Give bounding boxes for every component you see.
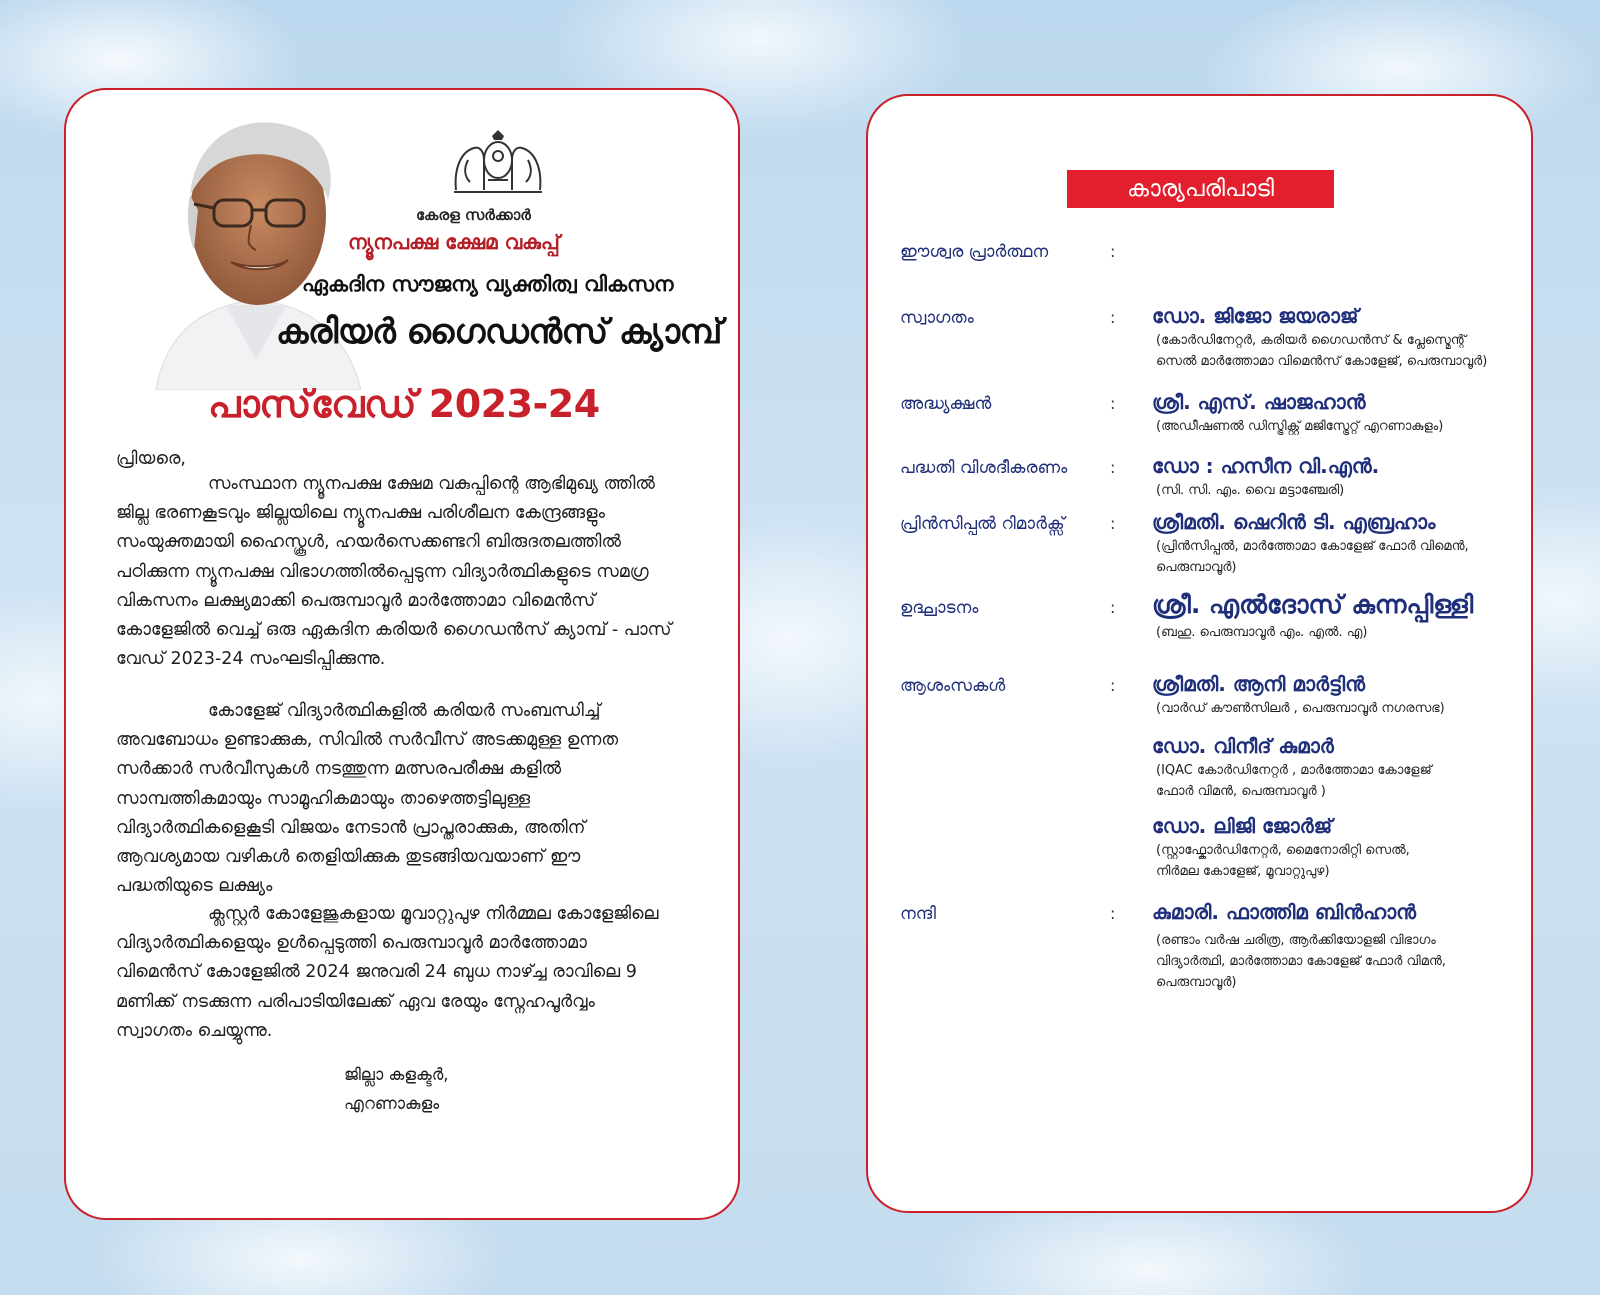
letter-paragraph-1: സംസ്ഥാന ന്യൂനപക്ഷ ക്ഷേമ വകുപ്പിന്റെ ആഭിമുഖ്യ ത്തിൽ ജില്ല ഭരണകൂടവും ജില്ലയിലെ ന്യൂനപക്ഷ പരിശീലന കേന്ദ്രങ്ങളും സംയുക്തമായി ഹൈസ്കൂൾ, ഹയർസെക്കണ്ടറി ബിരുദതലത്തിൽ പഠിക്കുന്ന ന്യൂനപക്ഷ വിഭാഗത്തിൽപ്പെടുന്ന വിദ്യാർത്ഥികളുടെ സമഗ്ര വികസനം ലക്ഷ്യമാക്കി പെരുമ്പാവൂർ മാർത്തോമാ വിമെൻസ് കോളേജിൽ വെച്ച് ഒരു ഏകദിന കരിയർ ഗൈഡൻസ് ക്യാമ്പ് - പാസ് വേഡ് 2023-24 സംഘടിപ്പിക്കുന്നു. [116, 474, 672, 670]
programme-colon: : [1110, 598, 1116, 617]
department-name: ന്യൂനപക്ഷ ക്ഷേമ വകുപ്പ് [348, 230, 560, 254]
programme-person: കുമാരി. ഫാത്തിമ ബിൻഹാൻ [1152, 900, 1417, 924]
programme-person: ഡോ. വിനീദ് കുമാർ [1152, 734, 1334, 758]
event-name: പാസ്‌വേഡ് 2023-24 [208, 382, 600, 426]
signatory-place: എറണാകുളം [344, 1094, 440, 1113]
camp-title: കരിയർ ഗൈഡൻസ് ക്യാമ്പ് [276, 312, 722, 352]
letter-paragraph-2: കോളേജ് വിദ്യാർത്ഥികളിൽ കരിയർ സംബന്ധിച്ച് അവബോധം ഉണ്ടാക്കുക, സിവിൽ സർവീസ് അടക്കമുള്ള ഉന്നത സർക്കാർ സർവീസുകൾ നടത്തുന്ന മത്സരപരീക്ഷ കളിൽ സാമ്പത്തികമായും സാമൂഹികമായും താഴെത്തട്ടിലുള്ള വിദ്യാർത്ഥികളെകൂടി വിജയം നേടാൻ പ്രാപ്തരാക്കുക, അതിന് ആവശ്യമായ വഴികൾ തെളിയിക്കുക തുടങ്ങിയവയാണ് ഈ പദ്ധതിയുടെ ലക്ഷ്യം [116, 701, 619, 897]
programme-designation: (വാർഡ് കൗൺസിലർ , പെരുമ്പാവൂർ നഗരസഭ) [1156, 701, 1445, 716]
programme-designation: (ബഹു. പെരുമ്പാവൂർ എം. എൽ. എ) [1156, 625, 1368, 640]
programme-heading: കാര്യപരിപാടി [1067, 170, 1334, 208]
programme-designation: വിദ്യാർത്ഥി, മാർത്തോമാ കോളേജ് ഫോർ വിമൻ, [1156, 954, 1446, 969]
programme-designation: സെൽ മാർത്തോമാ വിമെൻസ് കോളേജ്, പെരുമ്പാവൂർ) [1156, 354, 1488, 369]
kerala-emblem-icon [446, 130, 550, 198]
programme-designation: (അഡീഷണൽ ഡിസ്ട്രിക്റ്റ് മജിസ്ട്രേറ്റ് എറണാകുളം) [1156, 419, 1444, 434]
programme-colon: : [1110, 676, 1116, 695]
programme-designation: (സി. സി. എം. വൈ മട്ടാഞ്ചേരി) [1156, 483, 1345, 498]
salutation: പ്രിയരെ, [116, 449, 186, 469]
programme-designation: (രണ്ടാം വർഷ ചരിത്ര, ആർക്കിയോളജി വിഭാഗം [1156, 933, 1436, 948]
programme-person: ഡോ. ജിജോ ജയരാജ് [1152, 304, 1359, 328]
programme-colon: : [1110, 904, 1116, 923]
programme-person: ശ്രീമതി. ആനി മാർട്ടിൻ [1152, 672, 1365, 696]
invitation-card [64, 88, 740, 1220]
programme-colon: : [1110, 458, 1116, 477]
programme-designation: ഫോർ വിമൻ, പെരുമ്പാവൂർ ) [1156, 784, 1326, 799]
programme-person: ഡോ. ലിജി ജോർജ് [1152, 814, 1333, 838]
programme-role: പ്രിൻസിപ്പൽ റിമാർക്സ് [900, 514, 1065, 534]
programme-designation: (സ്റ്റാഫ്കോർഡിനേറ്റർ, മൈനോരിറ്റി സെൽ, [1156, 843, 1410, 858]
programme-designation: പെരുമ്പാവൂർ) [1156, 560, 1237, 575]
programme-person: ഡോ : ഹസീന വി.എൻ. [1152, 454, 1380, 478]
programme-role: ആശംസകൾ [900, 676, 1006, 696]
programme-person: ശ്രീ. എസ്. ഷാജഹാൻ [1152, 390, 1366, 414]
letter-paragraph-3: ക്ലസ്റ്റർ കോളേജുകളായ മൂവാറ്റുപുഴ നിർമ്മല കോളേജിലെ വിദ്യാർത്ഥികളെയും ഉൾപ്പെടുത്തി പെരുമ്പാവൂർ മാർത്തോമാ വിമെൻസ് കോളേജിൽ 2024 ജനുവരി 24 ബുധ നാഴ്ച്ച രാവിലെ 9 മണിക്ക് നടക്കുന്ന പരിപാടിയിലേക്ക് ഏവ രേയും സ്നേഹപൂർവ്വം സ്വാഗതം ചെയ്യുന്നു. [116, 904, 659, 1041]
programme-colon: : [1110, 394, 1116, 413]
programme-designation: (പ്രിൻസിപ്പൽ, മാർത്തോമാ കോളേജ് ഫോർ വിമെൻ, [1156, 539, 1469, 554]
programme-designation: (IQAC കോർഡിനേറ്റർ , മാർത്തോമാ കോളേജ് [1156, 763, 1432, 778]
government-name: കേരള സർക്കാർ [416, 206, 531, 224]
camp-subtitle: ഏകദിന സൗജന്യ വ്യക്തിത്വ വികസന [302, 272, 674, 296]
programme-colon: : [1110, 308, 1116, 327]
programme-designation: പെരുമ്പാവൂർ) [1156, 975, 1237, 990]
programme-role: അദ്ധ്യക്ഷൻ [900, 394, 992, 414]
programme-role: നന്ദി [900, 904, 936, 924]
programme-role: ഉദ്ഘാടനം [900, 598, 979, 618]
programme-designation: നിർമല കോളേജ്, മൂവാറ്റുപുഴ) [1156, 864, 1330, 879]
programme-card [866, 94, 1533, 1213]
programme-role: സ്വാഗതം [900, 308, 974, 328]
programme-designation: (കോർഡിനേറ്റർ, കരിയർ ഗൈഡൻസ് & പ്ലേസ്മെന്റ് [1156, 333, 1467, 348]
programme-role: പദ്ധതി വിശദീകരണം [900, 458, 1068, 478]
programme-person: ശ്രീ. എൽദോസ് കുന്നപ്പിള്ളി [1152, 590, 1474, 619]
programme-role: ഈശ്വര പ്രാർത്ഥന [900, 242, 1049, 262]
signatory-title: ജില്ലാ കളക്ടർ, [344, 1065, 449, 1084]
programme-person: ശ്രീമതി. ഷെറിൻ ടി. എബ്രഹാം [1152, 510, 1436, 534]
programme-colon: : [1110, 242, 1116, 261]
programme-colon: : [1110, 514, 1116, 533]
